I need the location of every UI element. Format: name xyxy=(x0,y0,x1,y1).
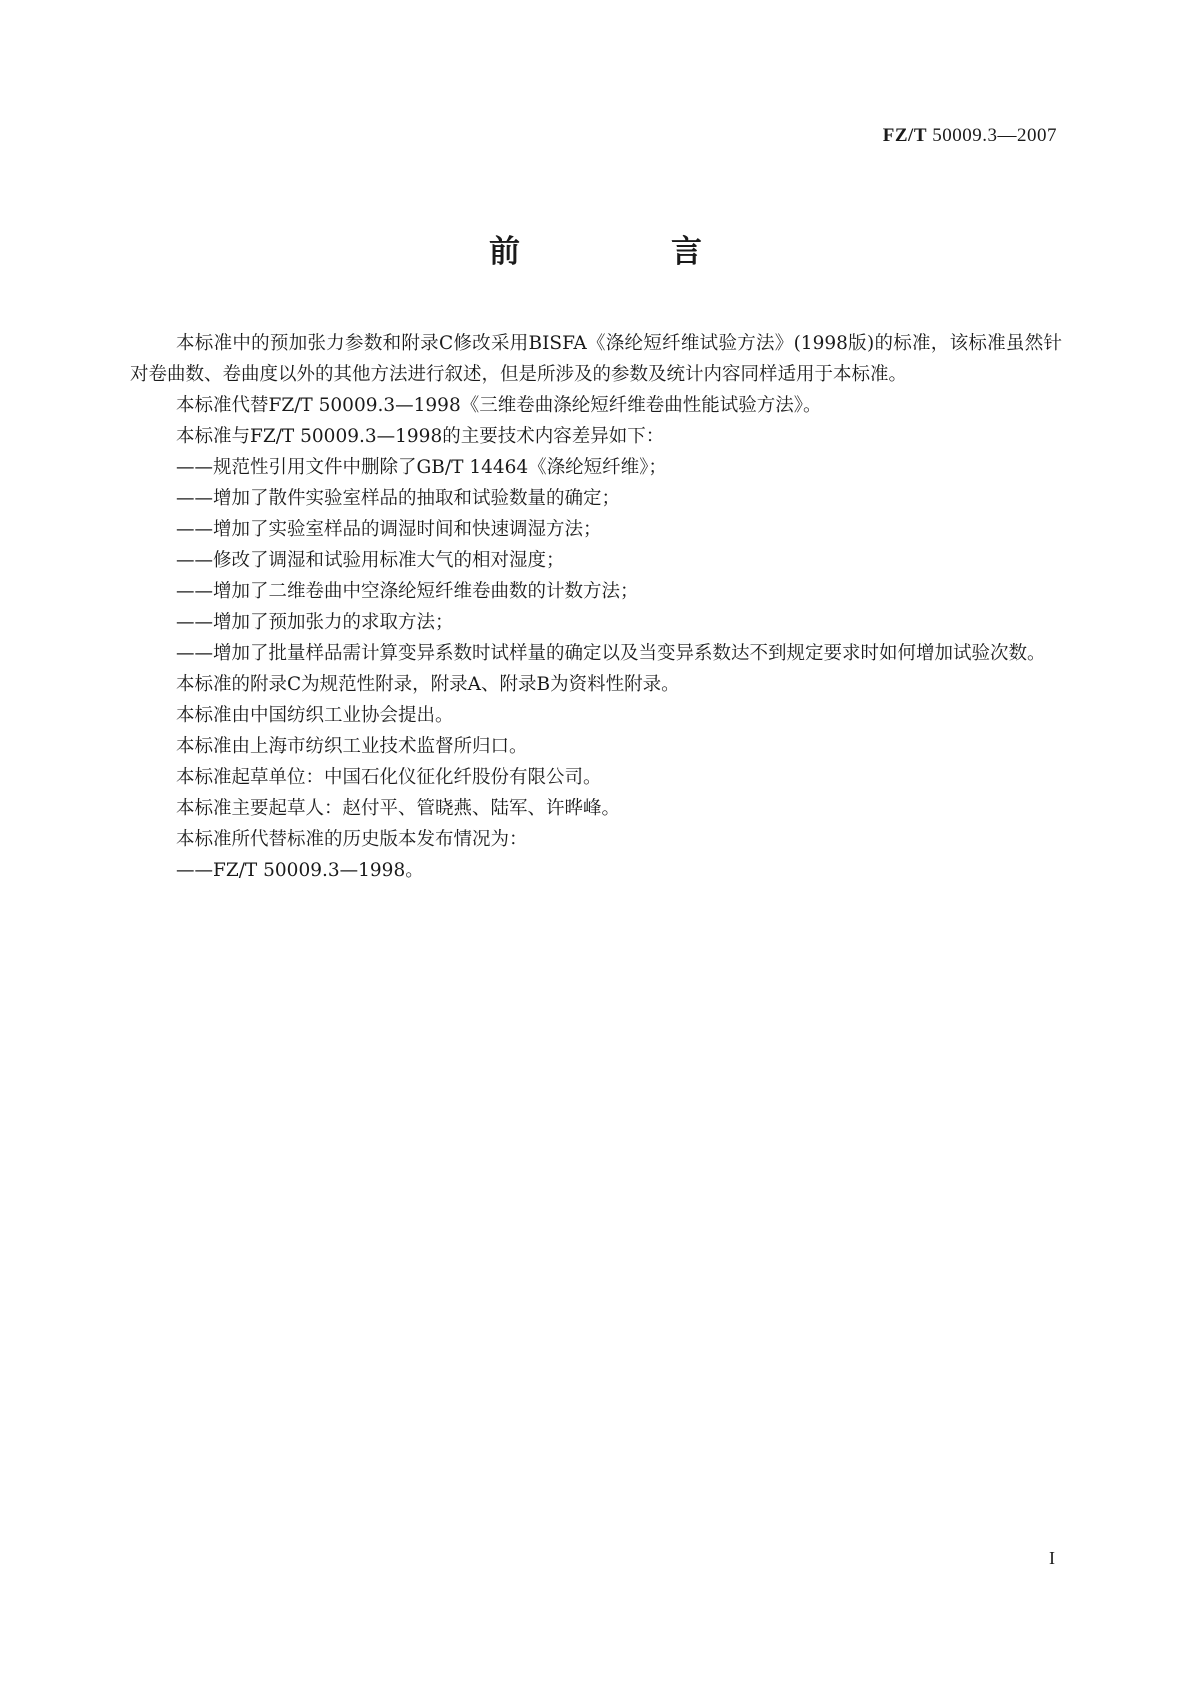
paragraph-proposed-by: 本标准由中国纺织工业协会提出。 xyxy=(176,705,454,726)
change-item: ——规范性引用文件中删除了GB/T 14464《涤纶短纤维》； xyxy=(176,457,667,478)
standard-code: 50009.3—2007 xyxy=(932,125,1057,146)
change-item: ——增加了实验室样品的调湿时间和快速调湿方法； xyxy=(176,519,602,540)
change-item: ——增加了二维卷曲中空涤纶短纤维卷曲数的计数方法； xyxy=(176,581,639,602)
history-item: ——FZ/T 50009.3—1998。 xyxy=(176,860,424,881)
paragraph-drafters: 本标准主要起草人：赵付平、管晓燕、陆军、许晔峰。 xyxy=(176,798,621,819)
paragraph-centralized-by: 本标准由上海市纺织工业技术监督所归口。 xyxy=(176,736,528,757)
change-item: ——修改了调湿和试验用标准大气的相对湿度； xyxy=(176,550,565,571)
change-item: ——增加了预加张力的求取方法； xyxy=(176,612,454,633)
paragraph-drafting-unit: 本标准起草单位：中国石化仪征化纤股份有限公司。 xyxy=(176,767,602,788)
page-title: 前 言 xyxy=(489,234,762,270)
change-item: ——增加了散件实验室样品的抽取和试验数量的确定； xyxy=(176,488,621,509)
foreword-body xyxy=(130,328,1062,886)
change-item: ——增加了批量样品需计算变异系数时试样量的确定以及当变异系数达不到规定要求时如何增加试验次数。 xyxy=(176,643,1046,664)
standard-prefix: FZ/T xyxy=(882,125,927,146)
paragraph-adoption: 本标准中的预加张力参数和附录C修改采用BISFA《涤纶短纤维试验方法》(1998版)的标准，该标准虽然针对卷曲数、卷曲度以外的其他方法进行叙述，但是所涉及的参数及统计内容同样适用于本标准。 xyxy=(130,333,1062,385)
paragraph-history-intro: 本标准所代替标准的历史版本发布情况为： xyxy=(176,829,528,850)
page-number: I xyxy=(1049,1548,1055,1568)
paragraph-annexes: 本标准的附录C为规范性附录，附录A、附录B为资料性附录。 xyxy=(176,674,680,695)
standard-number xyxy=(883,125,1057,147)
paragraph-differences: 本标准与FZ/T 50009.3—1998的主要技术内容差异如下： xyxy=(176,426,665,447)
paragraph-replaces: 本标准代替FZ/T 50009.3—1998《三维卷曲涤纶短纤维卷曲性能试验方法》。 xyxy=(176,395,822,416)
